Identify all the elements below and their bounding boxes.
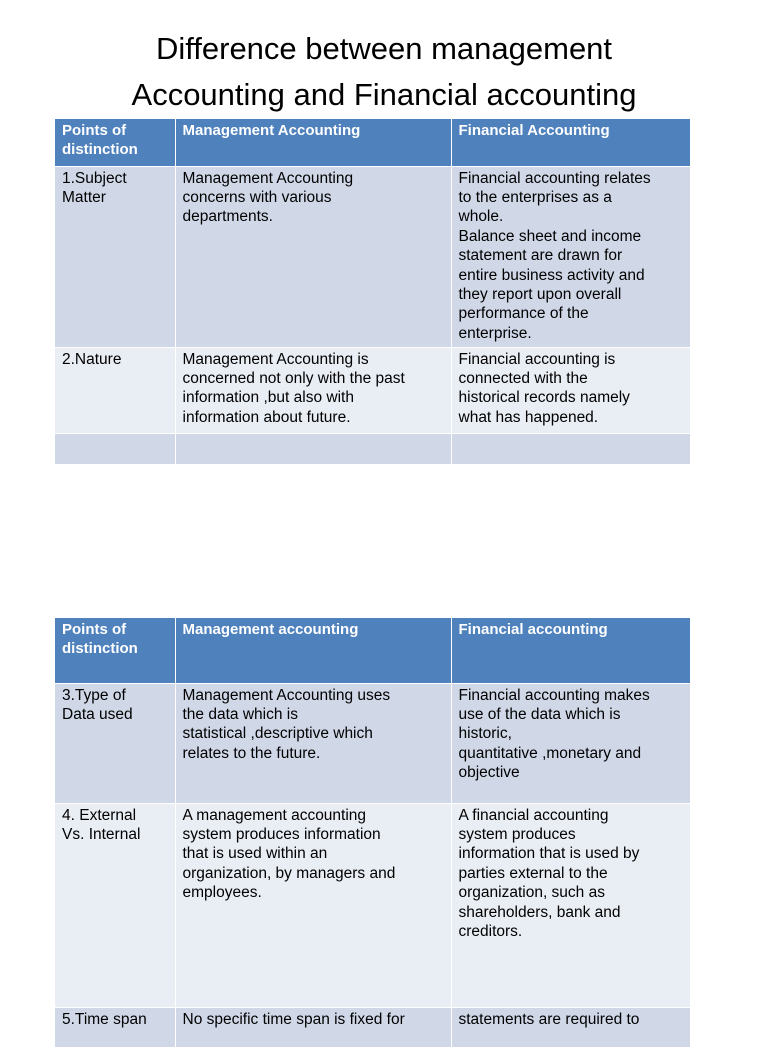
title-line-1: Difference between management <box>155 31 613 66</box>
page-title <box>0 26 768 118</box>
row-label: 2.Nature <box>55 347 175 433</box>
table-header-row <box>55 119 690 166</box>
management-cell <box>175 433 451 464</box>
financial-cell: Financial accounting relates to the enterprises as a whole. Balance sheet and income statement are drawn for entire business activity and they report upon overall performance of the enterprise. <box>451 166 690 347</box>
management-cell: A management accounting system produces information that is used within an organization, by managers and employees. <box>175 803 451 1007</box>
table-header-row <box>55 618 690 683</box>
row-label: 5.Time span <box>55 1007 175 1047</box>
financial-cell: Financial accounting is connected with the historical records namely what has happened. <box>451 347 690 433</box>
row-label: 3.Type of Data used <box>55 683 175 803</box>
financial-cell: statements are required to <box>451 1007 690 1047</box>
row-label <box>55 433 175 464</box>
table-row <box>55 683 690 803</box>
comparison-table-2 <box>55 618 690 1048</box>
financial-cell: Financial accounting makes use of the data which is historic, quantitative ,monetary and objective <box>451 683 690 803</box>
management-cell: Management Accounting uses the data which is statistical ,descriptive which relates to the future. <box>175 683 451 803</box>
header-points-of-distinction: Points of distinction <box>55 618 175 683</box>
financial-cell <box>451 433 690 464</box>
row-label: 4. External Vs. Internal <box>55 803 175 1007</box>
header-management-accounting: Management accounting <box>175 618 451 683</box>
header-financial-accounting: Financial accounting <box>451 618 690 683</box>
management-cell: Management Accounting concerns with various departments. <box>175 166 451 347</box>
management-cell: Management Accounting is concerned not only with the past information ,but also with information about future. <box>175 347 451 433</box>
financial-cell: A financial accounting system produces information that is used by parties external to the organization, such as shareholders, bank and creditors. <box>451 803 690 1007</box>
table-row <box>55 1007 690 1047</box>
table-row <box>55 803 690 1007</box>
title-line-2: Accounting and Financial accounting <box>131 77 637 112</box>
table-row <box>55 166 690 347</box>
header-management-accounting: Management Accounting <box>175 119 451 166</box>
header-financial-accounting: Financial Accounting <box>451 119 690 166</box>
row-label: 1.Subject Matter <box>55 166 175 347</box>
table-row <box>55 347 690 433</box>
management-cell: No specific time span is fixed for <box>175 1007 451 1047</box>
comparison-table-1 <box>55 119 690 465</box>
table-row <box>55 433 690 464</box>
header-points-of-distinction: Points of distinction <box>55 119 175 166</box>
